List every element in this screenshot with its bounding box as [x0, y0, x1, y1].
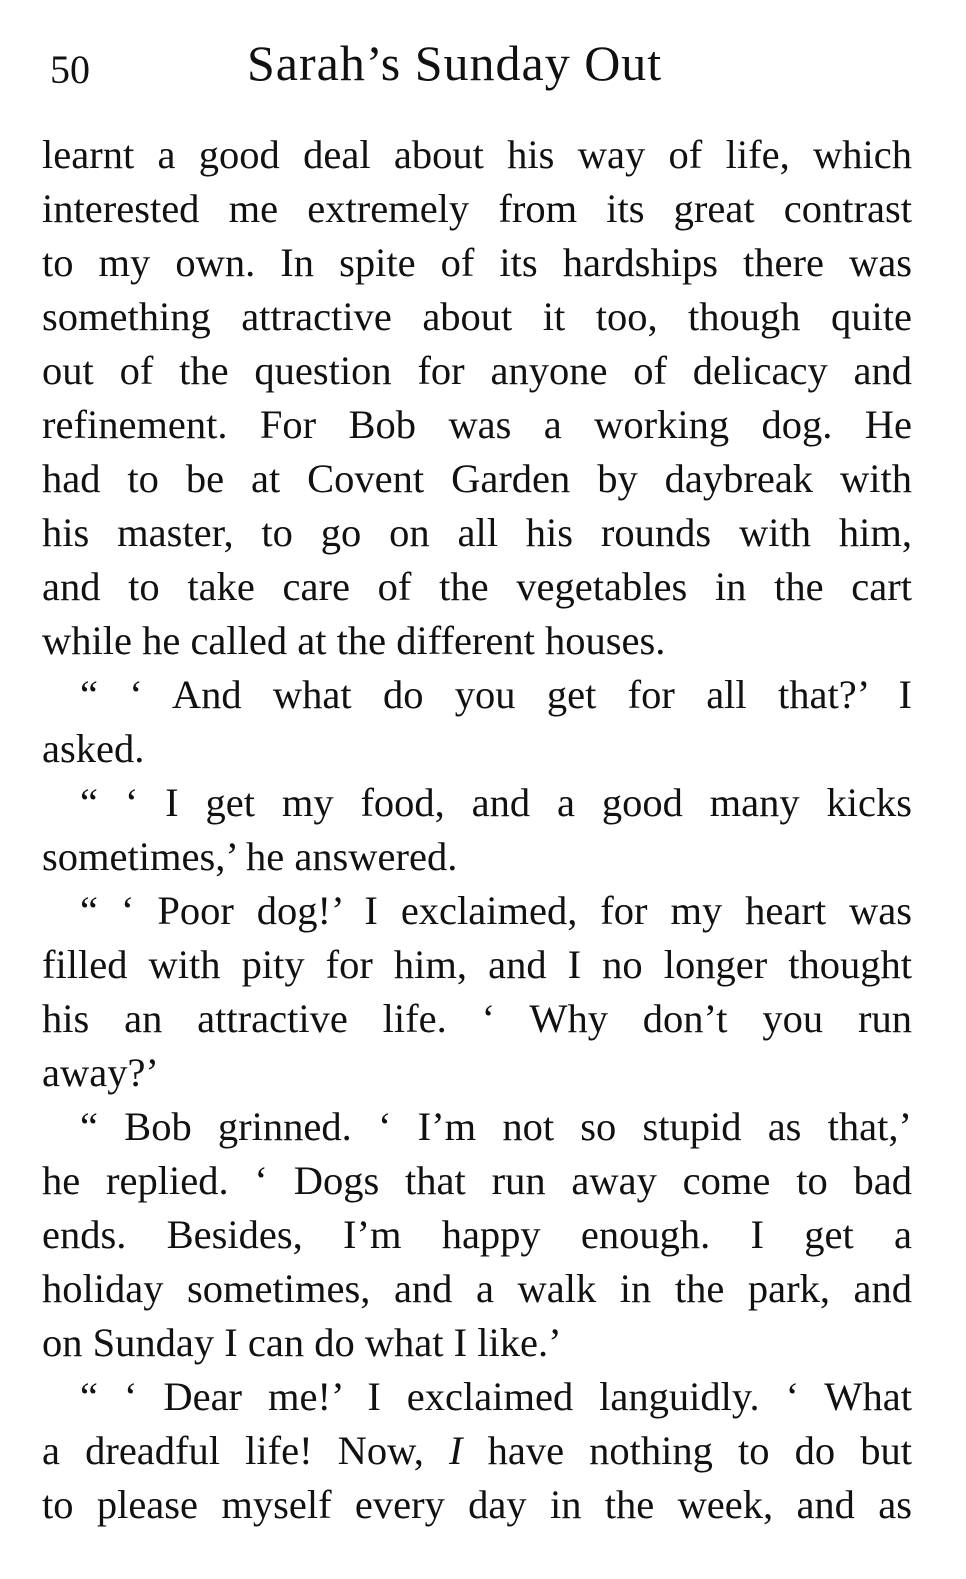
text-line: “ ‘ And what do you get for all that?’ I [80, 672, 912, 717]
text-line: out of the question for anyone of delicacy and [42, 348, 912, 393]
text-line: his an attractive life. ‘ Why don’t you run [42, 996, 912, 1041]
text-line: he replied. ‘ Dogs that run away come to bad [42, 1158, 912, 1203]
text-line: to my own. In spite of its hardships there was [42, 240, 912, 285]
text-segment: have nothing to do but [462, 1428, 912, 1473]
text-line: filled with pity for him, and I no longer thought [42, 942, 912, 987]
text-line: “ ‘ Poor dog!’ I exclaimed, for my heart was [80, 888, 912, 933]
body-text [42, 128, 912, 1532]
text-line: on Sunday I can do what I like.’ [42, 1320, 562, 1365]
text-line: asked. [42, 726, 145, 771]
text-line: to please myself every day in the week, and as [42, 1482, 912, 1527]
text-line: had to be at Covent Garden by daybreak with [42, 456, 912, 501]
text-line: ends. Besides, I’m happy enough. I get a [42, 1212, 912, 1257]
text-line: refinement. For Bob was a working dog. He [42, 402, 912, 447]
text-line: holiday sometimes, and a walk in the park, and [42, 1266, 912, 1311]
text-line: and to take care of the vegetables in the cart [42, 564, 912, 609]
text-line: “ Bob grinned. ‘ I’m not so stupid as that,’ [80, 1104, 912, 1149]
running-title: Sarah’s Sunday Out [247, 35, 663, 91]
text-segment: a dreadful life! Now, [42, 1428, 450, 1473]
text-line: “ ‘ I get my food, and a good many kicks [80, 780, 912, 825]
emphasized-word: I [449, 1428, 463, 1473]
running-head [42, 34, 912, 104]
page-number: 50 [50, 47, 90, 92]
text-line: his master, to go on all his rounds with him, [42, 510, 912, 555]
text-line: while he called at the different houses. [42, 618, 666, 663]
text-line: interested me extremely from its great contrast [42, 186, 912, 231]
text-line: learnt a good deal about his way of life, which [42, 132, 912, 177]
text-line: away?’ [42, 1050, 159, 1095]
text-line: “ ‘ Dear me!’ I exclaimed languidly. ‘ What [80, 1374, 912, 1419]
text-line: sometimes,’ he answered. [42, 834, 458, 879]
text-line: something attractive about it too, though quite [42, 294, 912, 339]
text-line [42, 1424, 912, 1478]
